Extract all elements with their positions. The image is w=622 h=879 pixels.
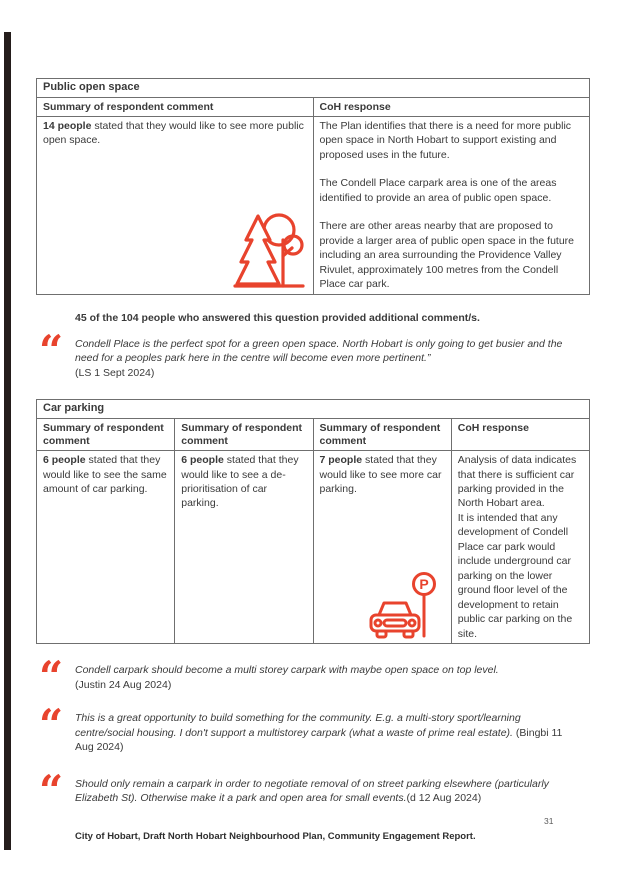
additional-comments-stat: 45 of the 104 people who answered this question provided additional comment/s. — [75, 311, 480, 324]
car-parking-table — [36, 399, 590, 644]
response-paragraph: Analysis of data indicates that there is sufficient car parking provided in the North Hobart area. — [457, 454, 577, 510]
car-parking-icon — [367, 572, 437, 640]
quote-block — [36, 765, 590, 815]
response-paragraph: It is intended that any development of Condell Place car park would include underground car parking on the lower ground floor level of the development to retain public car parking on the site. — [457, 511, 573, 640]
response-cell — [451, 451, 589, 644]
quote-text: Should only remain a carpark in order to negotiate removal of on street parking elsewhere (particularly Elizabeth St). Otherwise make it a park and open area for small events. — [75, 777, 549, 805]
quote-attribution: (Justin 24 Aug 2024) — [75, 678, 172, 691]
public-open-space-table — [36, 78, 590, 295]
quote-attribution: (d 12 Aug 2024) — [406, 792, 482, 805]
table-title-public-open-space: Public open space — [37, 79, 590, 98]
column-header-coh-response: CoH response — [313, 98, 590, 117]
response-cell — [313, 116, 590, 294]
summary-cell: 6 people stated that they would like to see the same amount of car parking. — [37, 451, 175, 644]
respondent-count: 14 people — [43, 119, 92, 132]
quote-icon: “ — [39, 325, 61, 375]
respondent-count: 6 people — [181, 454, 224, 467]
summary-text: 14 people stated that they would like to see more public open space. — [43, 119, 304, 147]
trees-icon — [233, 208, 307, 290]
quote-body — [75, 711, 590, 754]
column-header-summary: Summary of respondent comment — [175, 419, 313, 451]
summary-cell — [313, 451, 451, 644]
quote-block — [36, 325, 590, 380]
quote-text: Condell carpark should become a multi storey carpark with maybe open space on top level. — [75, 664, 499, 677]
quote-attribution: (Bingbi 11 Aug 2024) — [75, 726, 563, 754]
quote-block — [36, 652, 590, 702]
response-paragraph: There are other areas nearby that are proposed to provide a larger area of public open space in the future including an area surrounding the Providence Valley Rivulet, approximately 100 metres from the Condell Place car park. — [319, 220, 574, 291]
summary-text: 7 people stated that they would like to see more car parking. — [319, 454, 442, 495]
table-title-car-parking: Car parking — [37, 400, 590, 419]
column-header-summary: Summary of respondent comment — [37, 419, 175, 451]
page-number: 31 — [544, 816, 554, 826]
quote-text: This is a great opportunity to build something for the community. E.g. a multi-story sport/learning centre/social housing. I don't support a multistorey carpark (what a waste of prime real estate). — [75, 712, 521, 739]
response-paragraph: The Condell Place carpark area is one of the areas identified to provide an area of public open space. — [319, 177, 557, 204]
quote-attribution: (LS 1 Sept 2024) — [75, 366, 155, 379]
quote-icon: “ — [39, 700, 61, 750]
quote-body — [75, 337, 590, 380]
quote-body — [75, 663, 590, 692]
quote-body — [75, 777, 590, 806]
respondent-count: 7 people — [319, 454, 363, 467]
column-header-summary: Summary of respondent comment — [37, 98, 314, 117]
response-paragraph: The Plan identifies that there is a need for more public open space in North Hobart to support existing and proposed uses in the future. — [319, 119, 572, 161]
svg-text:P: P — [419, 576, 429, 593]
quote-block — [36, 700, 590, 754]
column-header-coh-response: CoH response — [451, 419, 589, 451]
document-footer: City of Hobart, Draft North Hobart Neighbourhood Plan, Community Engagement Report. — [75, 831, 476, 842]
quote-text: Condell Place is the perfect spot for a green open space. North Hobart is only going to get busier and the need for a peoples park here in the centre will become even more pertinent.” — [75, 337, 563, 365]
summary-cell — [37, 116, 314, 294]
quote-icon: “ — [39, 765, 61, 815]
page-content — [36, 78, 590, 815]
summary-cell: 6 people stated that they would like to see a de-prioritisation of car parking. — [175, 451, 313, 644]
respondent-count: 6 people — [43, 454, 86, 467]
scan-edge-bar — [4, 32, 11, 850]
column-header-summary: Summary of respondent comment — [313, 419, 451, 451]
quote-icon: “ — [39, 652, 61, 702]
